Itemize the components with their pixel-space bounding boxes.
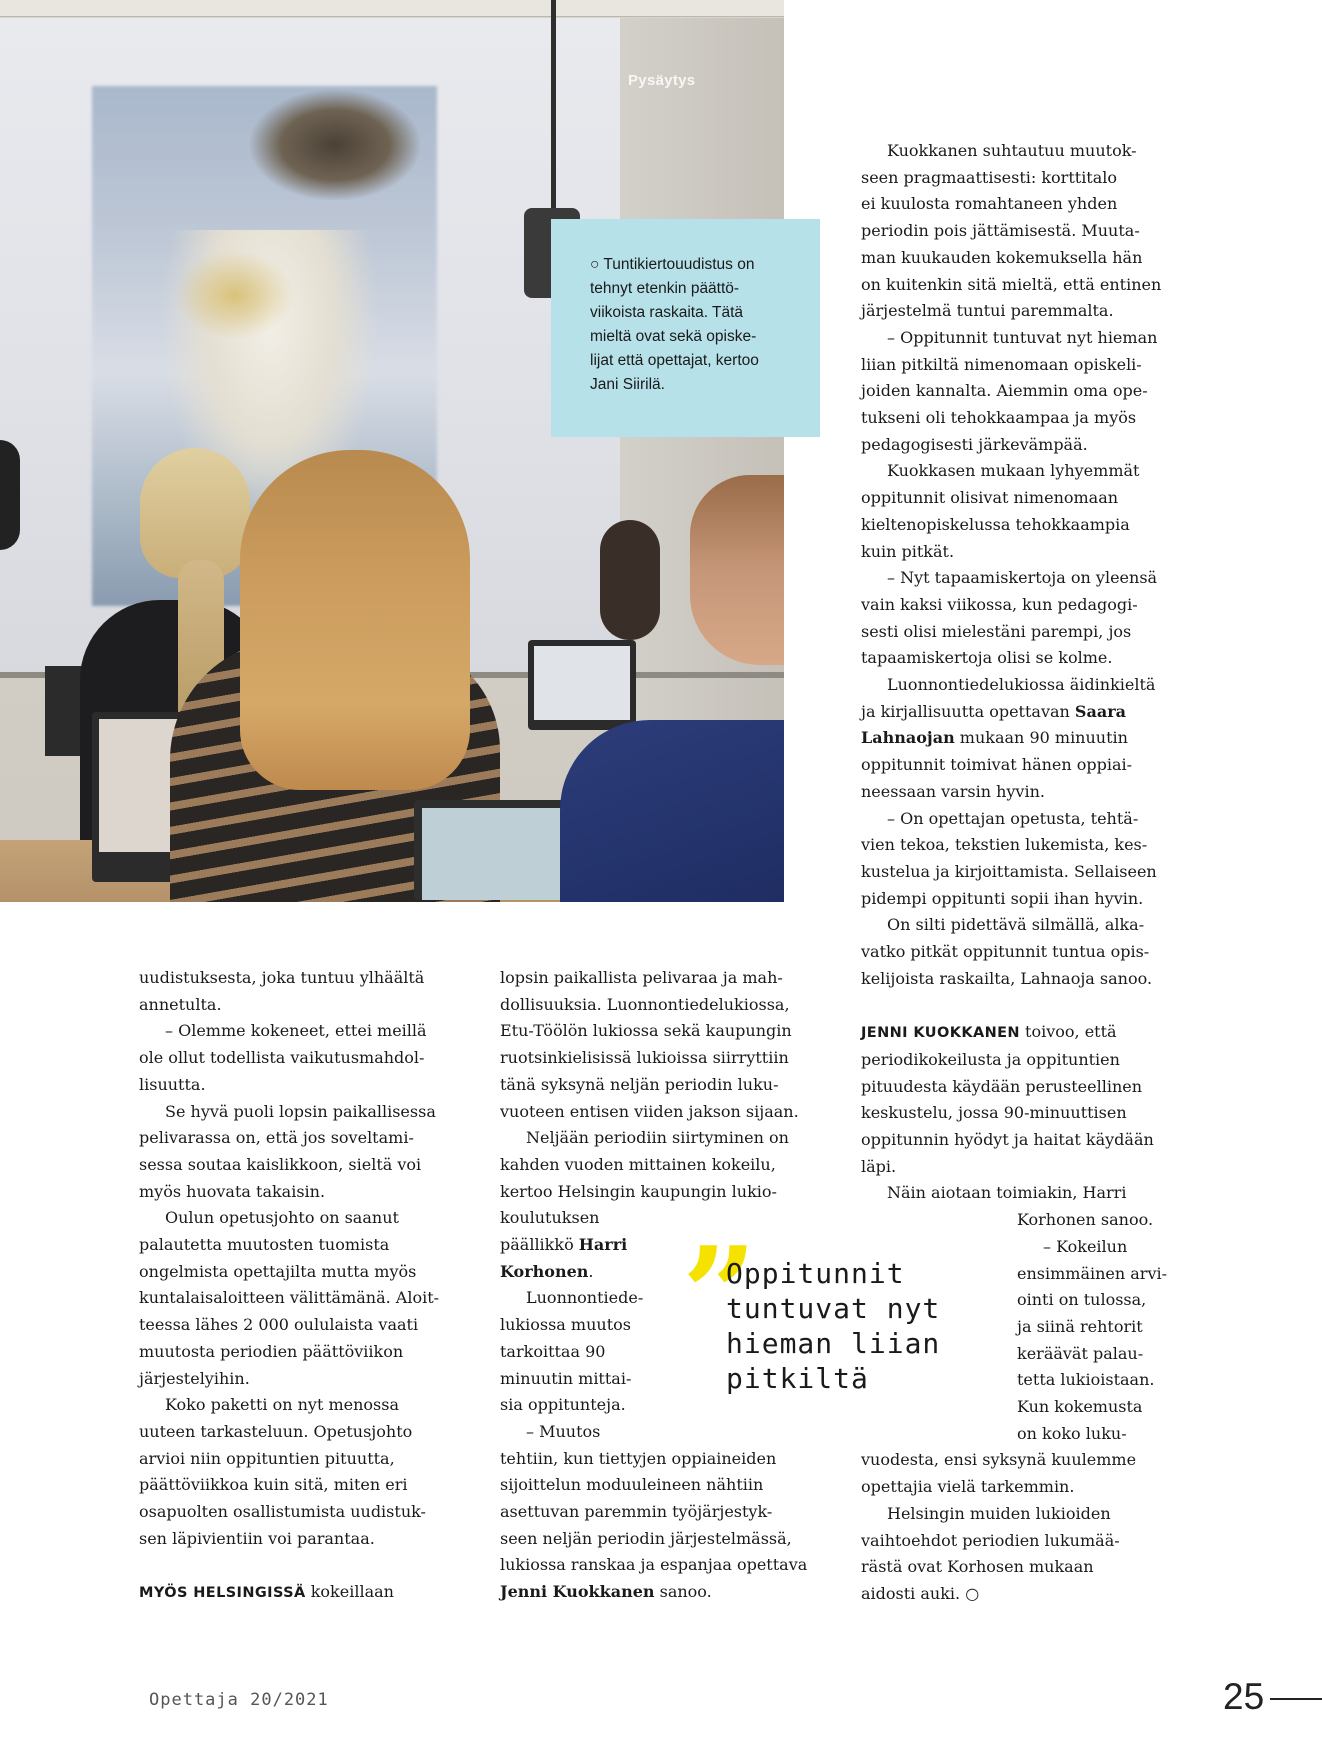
laptop bbox=[528, 640, 636, 730]
ceiling bbox=[0, 0, 784, 17]
section-lead: MYÖS HELSINGISSÄ bbox=[139, 1585, 306, 1602]
quote-mark-icon: ” bbox=[682, 1218, 757, 1371]
paragraph: Näin aiotaan toimiakin, Harri bbox=[887, 1183, 1127, 1203]
page-number: 25 bbox=[1223, 1676, 1265, 1717]
person-name: Harri bbox=[578, 1235, 628, 1255]
photo-caption bbox=[551, 219, 820, 437]
paragraph: Helsingin muiden lukioiden vaihtoehdot periodien lukumää- rästä ovat Korhosen mukaan aidosti auki. ○ bbox=[861, 1503, 1120, 1603]
caption-line: lijat että opettajat, kertoo bbox=[590, 352, 759, 369]
person-name: Lahnaojan bbox=[861, 728, 955, 748]
paragraph: Se hyvä puoli lopsin paikallisessa pelivarassa on, että jos soveltami- sessa soutaa kaislikkoon, sieltä voi myös huovata takaisin. bbox=[139, 1101, 436, 1201]
student-blue-jacket bbox=[560, 720, 784, 902]
paragraph: – Kokeilun ensimmäinen arvi- ointi on tulossa, ja siinä rehtorit keräävät palau- tetta lukioistaan. Kun kokemusta on koko luku- bbox=[1017, 1236, 1168, 1443]
paragraph: Luonnontiedelukiossa äidinkieltä ja kirjallisuutta opettavan Saara Lahnaojan mukaan 90 minuutin oppitunnit toimivat hänen oppiai- neessaan varsin hyvin. bbox=[861, 675, 1156, 801]
pull-quote-line: pitkiltä bbox=[726, 1362, 869, 1395]
paragraph: – Nyt tapaamiskertoja on yleensä vain kaksi viikossa, kun pedagogi- sesti olisi mielestäni parempi, jos tapaamiskertoja olisi se kolme. bbox=[861, 568, 1158, 668]
painting-figure-hair bbox=[175, 250, 295, 340]
student-long-hair bbox=[240, 450, 470, 790]
paragraph: Oulun opetusjohto on saanut palautetta muutosten tuomista ongelmista opettajilta mutta myös kuntalaisaloitteen välittämänä. Aloit- teessa lähes 2 000 oululaista vaati muutosta periodien päättöviikon järjestelyihin. bbox=[139, 1208, 440, 1388]
caption-line: viikoista raskaita. Tätä bbox=[590, 304, 744, 321]
hero-photo bbox=[0, 0, 784, 902]
person-name: Jenni Kuokkanen bbox=[500, 1582, 655, 1602]
caption-line: tehnyt etenkin päättö- bbox=[590, 280, 740, 297]
paragraph: Luonnontiede- lukiossa muutos tarkoittaa 90 minuutin mittai- sia oppitunteja. bbox=[500, 1288, 644, 1415]
teacher-silhouette bbox=[0, 440, 20, 550]
paragraph: uudistuksesta, joka tuntuu ylhäältä annetulta. bbox=[139, 968, 425, 1014]
paragraph: vuodesta, ensi syksynä kuulemme opettajia vielä tarkemmin. bbox=[861, 1450, 1137, 1497]
paragraph: Koko paketti on nyt menossa uuteen tarkasteluun. Opetusjohto arvioi niin oppituntien pituutta, päättöviikkoa kuin sitä, miten eri osapuolten osallistumista uudistuk- sen läpivientiin voi parantaa. bbox=[139, 1395, 426, 1548]
paragraph: – Oppitunnit tuntuvat nyt hieman liian pitkiltä nimenomaan opiskeli- joiden kannalta. Aiemmin oma ope- tukseni oli tehokkaampaa ja myös pedagogisesti järkevämpää. bbox=[861, 327, 1158, 454]
section-lead: JENNI KUOKKANEN bbox=[861, 1025, 1020, 1042]
paragraph: Neljään periodiin siirtyminen on kahden vuoden mittainen kokeilu, kertoo Helsingin kaupungin lukio- koulutuksen päällikkö Harri Korhonen. bbox=[500, 1128, 789, 1281]
pull-quote-line: Oppitunnit bbox=[726, 1257, 905, 1290]
paragraph: On silti pidettävä silmällä, alka- vatko pitkät oppitunnit tuntua opis- kelijoista raskailta, Lahnaoja sanoo. bbox=[861, 915, 1153, 988]
caption-line: ○ Tuntikiertouudistus on bbox=[590, 256, 755, 273]
paragraph: – Muutos tehtiin, kun tiettyjen oppiaineiden sijoittelun moduuleineen nähtiin asettuvan paremmin työjärjestyk- seen neljän periodin järjestelmässä, lukiossa ranskaa ja espanjaa opettava Jenni Kuokkanen sanoo. bbox=[500, 1421, 808, 1602]
paragraph: – On opettajan opetusta, tehtä- vien tekoa, tekstien lukemista, kes- kustelua ja kirjoittamista. Sellaiseen pidempi oppitunti sopii ihan hyvin. bbox=[861, 808, 1157, 908]
caption-line: Jani Siirilä. bbox=[590, 376, 665, 393]
paragraph: Kuokkanen suhtautuu muutok- seen pragmaattisesti: korttitalo ei kuulosta romahtaneen yhden periodin pois jättämisestä. Muuta- man kuukauden kokemuksella hän on kuitenkin sitä mieltä, että entinen järjestelmä tuntui paremmalta. bbox=[861, 141, 1162, 321]
text-column-1 bbox=[139, 965, 469, 1607]
pull-quote-line: hieman liian bbox=[726, 1327, 941, 1360]
projected-slide-label: Pysäytys bbox=[628, 72, 696, 89]
painting-eagle bbox=[250, 90, 420, 200]
paragraph: Korhonen sanoo. bbox=[1017, 1210, 1154, 1230]
student bbox=[600, 520, 660, 640]
paragraph: Kuokkasen mukaan lyhyemmät oppitunnit olisivat nimenomaan kieltenopiskelussa tehokkaampia kuin pitkät. bbox=[861, 461, 1140, 561]
paragraph: lopsin paikallista pelivaraa ja mah- dollisuuksia. Luonnontiedelukiossa, Etu-Töölön lukiossa sekä kaupungin ruotsinkielisissä lukioissa siirryttiin tänä syksynä neljän periodin luku- vuoteen entisen viiden jakson sijaan. bbox=[500, 968, 799, 1121]
student-head bbox=[690, 475, 784, 665]
person-name: Korhonen bbox=[500, 1261, 589, 1281]
paragraph: JENNI KUOKKANEN toivoo, että periodikokeilusta ja oppituntien pituudesta käydään perusteellinen keskustelu, jossa 90-minuuttisen oppitunnin hyödyt ja haitat käydään läpi. bbox=[861, 1022, 1154, 1176]
paragraph: – Olemme kokeneet, ettei meillä ole ollut todellista vaikutusmahdol- lisuutta. bbox=[139, 1021, 427, 1094]
pull-quote-line: tuntuvat nyt bbox=[726, 1292, 941, 1325]
magazine-issue: Opettaja 20/2021 bbox=[149, 1690, 329, 1710]
paragraph: MYÖS HELSINGISSÄ kokeillaan bbox=[139, 1582, 394, 1602]
pull-quote bbox=[726, 1256, 940, 1396]
page-number-rule bbox=[1270, 1698, 1322, 1700]
student-head bbox=[140, 448, 250, 578]
caption-line: mieltä ovat sekä opiske- bbox=[590, 328, 757, 345]
projector-cable bbox=[551, 0, 556, 210]
person-name: Saara bbox=[1074, 701, 1127, 721]
